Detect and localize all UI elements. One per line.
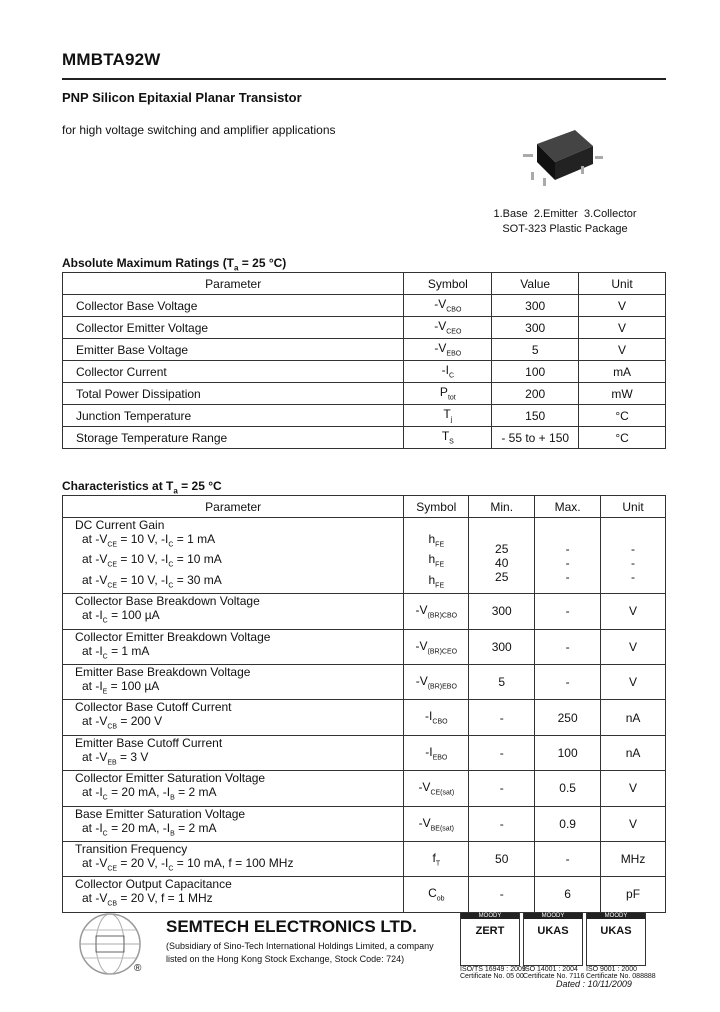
- min-cell: -: [469, 771, 535, 806]
- value-cell: 100: [492, 361, 579, 383]
- unit-cell: V: [601, 629, 666, 664]
- unit-cell: V: [601, 806, 666, 841]
- param-cell: Collector Emitter Saturation Voltage at $-I_C = 20$ mA, $-I_B = 2$ mA: [63, 771, 404, 806]
- cert-text-2: ISO 14001 : 2004 Certificate No. 7116: [523, 966, 585, 980]
- unit-cell: V: [601, 594, 666, 629]
- table-row: [63, 427, 666, 449]
- table-header-row: [63, 273, 666, 295]
- param-cell: Collector Base Cutoff Current at $-V_{CB} = 200$ V: [63, 700, 404, 735]
- max-cell: 250: [535, 700, 601, 735]
- unit-cell: V: [601, 664, 666, 699]
- symbol-cell: $f_T$: [404, 841, 469, 876]
- pinout-text: 1.Base 2.Emitter 3.Collector: [493, 208, 637, 220]
- max-cell: 100: [535, 735, 601, 770]
- header-cell: Value: [492, 273, 579, 295]
- abs-max-title: Absolute Maximum Ratings ($T_a = 25$ °C): [62, 256, 287, 273]
- unit-cell: V: [579, 339, 666, 361]
- param-cell: Emitter Base Cutoff Current at $-V_{EB} = 3$ V: [63, 735, 404, 770]
- min-cell: 300: [469, 629, 535, 664]
- min-cell: 300: [469, 594, 535, 629]
- param-cell: Collector Output Capacitance at $-V_{CB} = 20$ V, f = 1 MHz: [63, 877, 404, 912]
- min-cell: 50: [469, 841, 535, 876]
- unit-cell: °C: [579, 405, 666, 427]
- param-cell: Collector Emitter Breakdown Voltage at $-I_C = 1$ mA: [63, 629, 404, 664]
- unit-cell: pF: [601, 877, 666, 912]
- value-cell: 5: [492, 339, 579, 361]
- param-cell: Emitter Base Voltage: [63, 339, 404, 361]
- product-subtitle: PNP Silicon Epitaxial Planar Transistor: [62, 90, 302, 105]
- cert-badge-3: MOODY UKAS: [586, 912, 646, 966]
- characteristics-table: [62, 495, 666, 913]
- header-cell: Max.: [535, 496, 601, 518]
- table-row: [63, 735, 666, 770]
- symbol-cell: $-I_C$: [404, 361, 492, 383]
- min-cell: -: [469, 735, 535, 770]
- unit-cell: mW: [579, 383, 666, 405]
- max-cell: -: [535, 841, 601, 876]
- unit-cell: V: [579, 317, 666, 339]
- value-cell: 300: [492, 317, 579, 339]
- sot323-package-image: [515, 122, 605, 188]
- table-row: [63, 771, 666, 806]
- param-cell: Collector Emitter Voltage: [63, 317, 404, 339]
- max-cell: 6: [535, 877, 601, 912]
- package-name: SOT-323 Plastic Package: [502, 223, 628, 235]
- unit-cell: V: [579, 295, 666, 317]
- min-cell: 5: [469, 664, 535, 699]
- header-cell: Symbol: [404, 273, 492, 295]
- table-row: [63, 841, 666, 876]
- max-cell: 0.9: [535, 806, 601, 841]
- table-row: [63, 877, 666, 912]
- unit-cell: nA: [601, 735, 666, 770]
- header-cell: Min.: [469, 496, 535, 518]
- symbol-cell: $-V_{CE(sat)}$: [404, 771, 469, 806]
- param-cell: Emitter Base Breakdown Voltage at $-I_E = 100$ µA: [63, 664, 404, 699]
- table-row: [63, 806, 666, 841]
- header-cell: Unit: [601, 496, 666, 518]
- value-cell: 150: [492, 405, 579, 427]
- applications-text: for high voltage switching and amplifier applications: [62, 123, 336, 137]
- param-cell: Total Power Dissipation: [63, 383, 404, 405]
- symbol-cell: $h_{FE}$ $h_{FE}$ $h_{FE}$: [404, 518, 469, 594]
- min-cell: -: [469, 877, 535, 912]
- table-row-dc-gain: [63, 518, 666, 594]
- header-cell: Parameter: [63, 496, 404, 518]
- table-row: [63, 317, 666, 339]
- company-name: SEMTECH ELECTRONICS LTD.: [166, 917, 417, 936]
- unit-cell: - - -: [601, 518, 666, 594]
- max-cell: -: [535, 664, 601, 699]
- company-subsidiary-note: (Subsidiary of Sino-Tech International Holdings Limited, a company: [166, 941, 434, 951]
- max-cell: - - -: [535, 518, 601, 594]
- table-row: [63, 295, 666, 317]
- table-header-row: [63, 496, 666, 518]
- table-row: [63, 361, 666, 383]
- symbol-cell: $-V_{(BR)CBO}$: [404, 594, 469, 629]
- min-cell: 25 40 25: [469, 518, 535, 594]
- table-row: [63, 339, 666, 361]
- cert-text-1: ISO/TS 16949 : 2009 Certificate No. 05 00: [460, 966, 526, 980]
- symbol-cell: $-I_{CBO}$: [404, 700, 469, 735]
- header-cell: Parameter: [63, 273, 404, 295]
- param-cell: DC Current Gain at $-V_{CE} = 10$ V, $-I_C = 1$ mA at $-V_{CE} = 10$ V, $-I_C = 10$ mA at $-V_{CE} = 10$ V, $-I_C = 30$ mA: [63, 518, 404, 594]
- unit-cell: MHz: [601, 841, 666, 876]
- table-row: [63, 629, 666, 664]
- symbol-cell: $-V_{(BR)EBO}$: [404, 664, 469, 699]
- semtech-globe-logo: [78, 912, 142, 976]
- dated-text: Dated : 10/11/2009: [556, 979, 632, 989]
- unit-cell: °C: [579, 427, 666, 449]
- value-cell: 200: [492, 383, 579, 405]
- symbol-cell: $-V_{(BR)CEO}$: [404, 629, 469, 664]
- min-cell: -: [469, 806, 535, 841]
- param-cell: Storage Temperature Range: [63, 427, 404, 449]
- table-row: [63, 405, 666, 427]
- header-cell: Symbol: [404, 496, 469, 518]
- symbol-cell: $-V_{BE(sat)}$: [404, 806, 469, 841]
- value-cell: - 55 to + 150: [492, 427, 579, 449]
- param-cell: Base Emitter Saturation Voltage at $-I_C = 20$ mA, $-I_B = 2$ mA: [63, 806, 404, 841]
- symbol-cell: $-V_{CEO}$: [404, 317, 492, 339]
- max-cell: -: [535, 594, 601, 629]
- param-cell: Collector Base Voltage: [63, 295, 404, 317]
- max-cell: -: [535, 629, 601, 664]
- part-number: MMBTA92W: [62, 50, 161, 69]
- registered-mark: ®: [134, 963, 142, 974]
- cert-badge-2: MOODY UKAS: [523, 912, 583, 966]
- cert-text-3: ISO 9001 : 2000 Certificate No. 088888: [586, 966, 656, 980]
- table-row: [63, 664, 666, 699]
- symbol-cell: $-V_{CBO}$: [404, 295, 492, 317]
- cert-badge-1: MOODY ZERT: [460, 912, 520, 966]
- header-cell: Unit: [579, 273, 666, 295]
- abs-max-table: [62, 272, 666, 449]
- unit-cell: nA: [601, 700, 666, 735]
- table-row: [63, 700, 666, 735]
- symbol-cell: $-V_{EBO}$: [404, 339, 492, 361]
- symbol-cell: $C_{ob}$: [404, 877, 469, 912]
- unit-cell: V: [601, 771, 666, 806]
- value-cell: 300: [492, 295, 579, 317]
- symbol-cell: $T_S$: [404, 427, 492, 449]
- param-cell: Collector Base Breakdown Voltage at $-I_C = 100$ µA: [63, 594, 404, 629]
- max-cell: 0.5: [535, 771, 601, 806]
- param-cell: Junction Temperature: [63, 405, 404, 427]
- table-row: [63, 383, 666, 405]
- package-info: [470, 207, 660, 237]
- min-cell: -: [469, 700, 535, 735]
- symbol-cell: $-I_{EBO}$: [404, 735, 469, 770]
- table-row: [63, 594, 666, 629]
- characteristics-title: Characteristics at $T_a = 25$ °C: [62, 479, 222, 496]
- param-cell: Collector Current: [63, 361, 404, 383]
- company-listing-note: listed on the Hong Kong Stock Exchange, Stock Code: 724): [166, 954, 405, 964]
- symbol-cell: $T_j$: [404, 405, 492, 427]
- symbol-cell: $P_{tot}$: [404, 383, 492, 405]
- unit-cell: mA: [579, 361, 666, 383]
- header-rule: [62, 78, 666, 80]
- param-cell: Transition Frequency at $-V_{CE} = 20$ V, $-I_C = 10$ mA, f = 100 MHz: [63, 841, 404, 876]
